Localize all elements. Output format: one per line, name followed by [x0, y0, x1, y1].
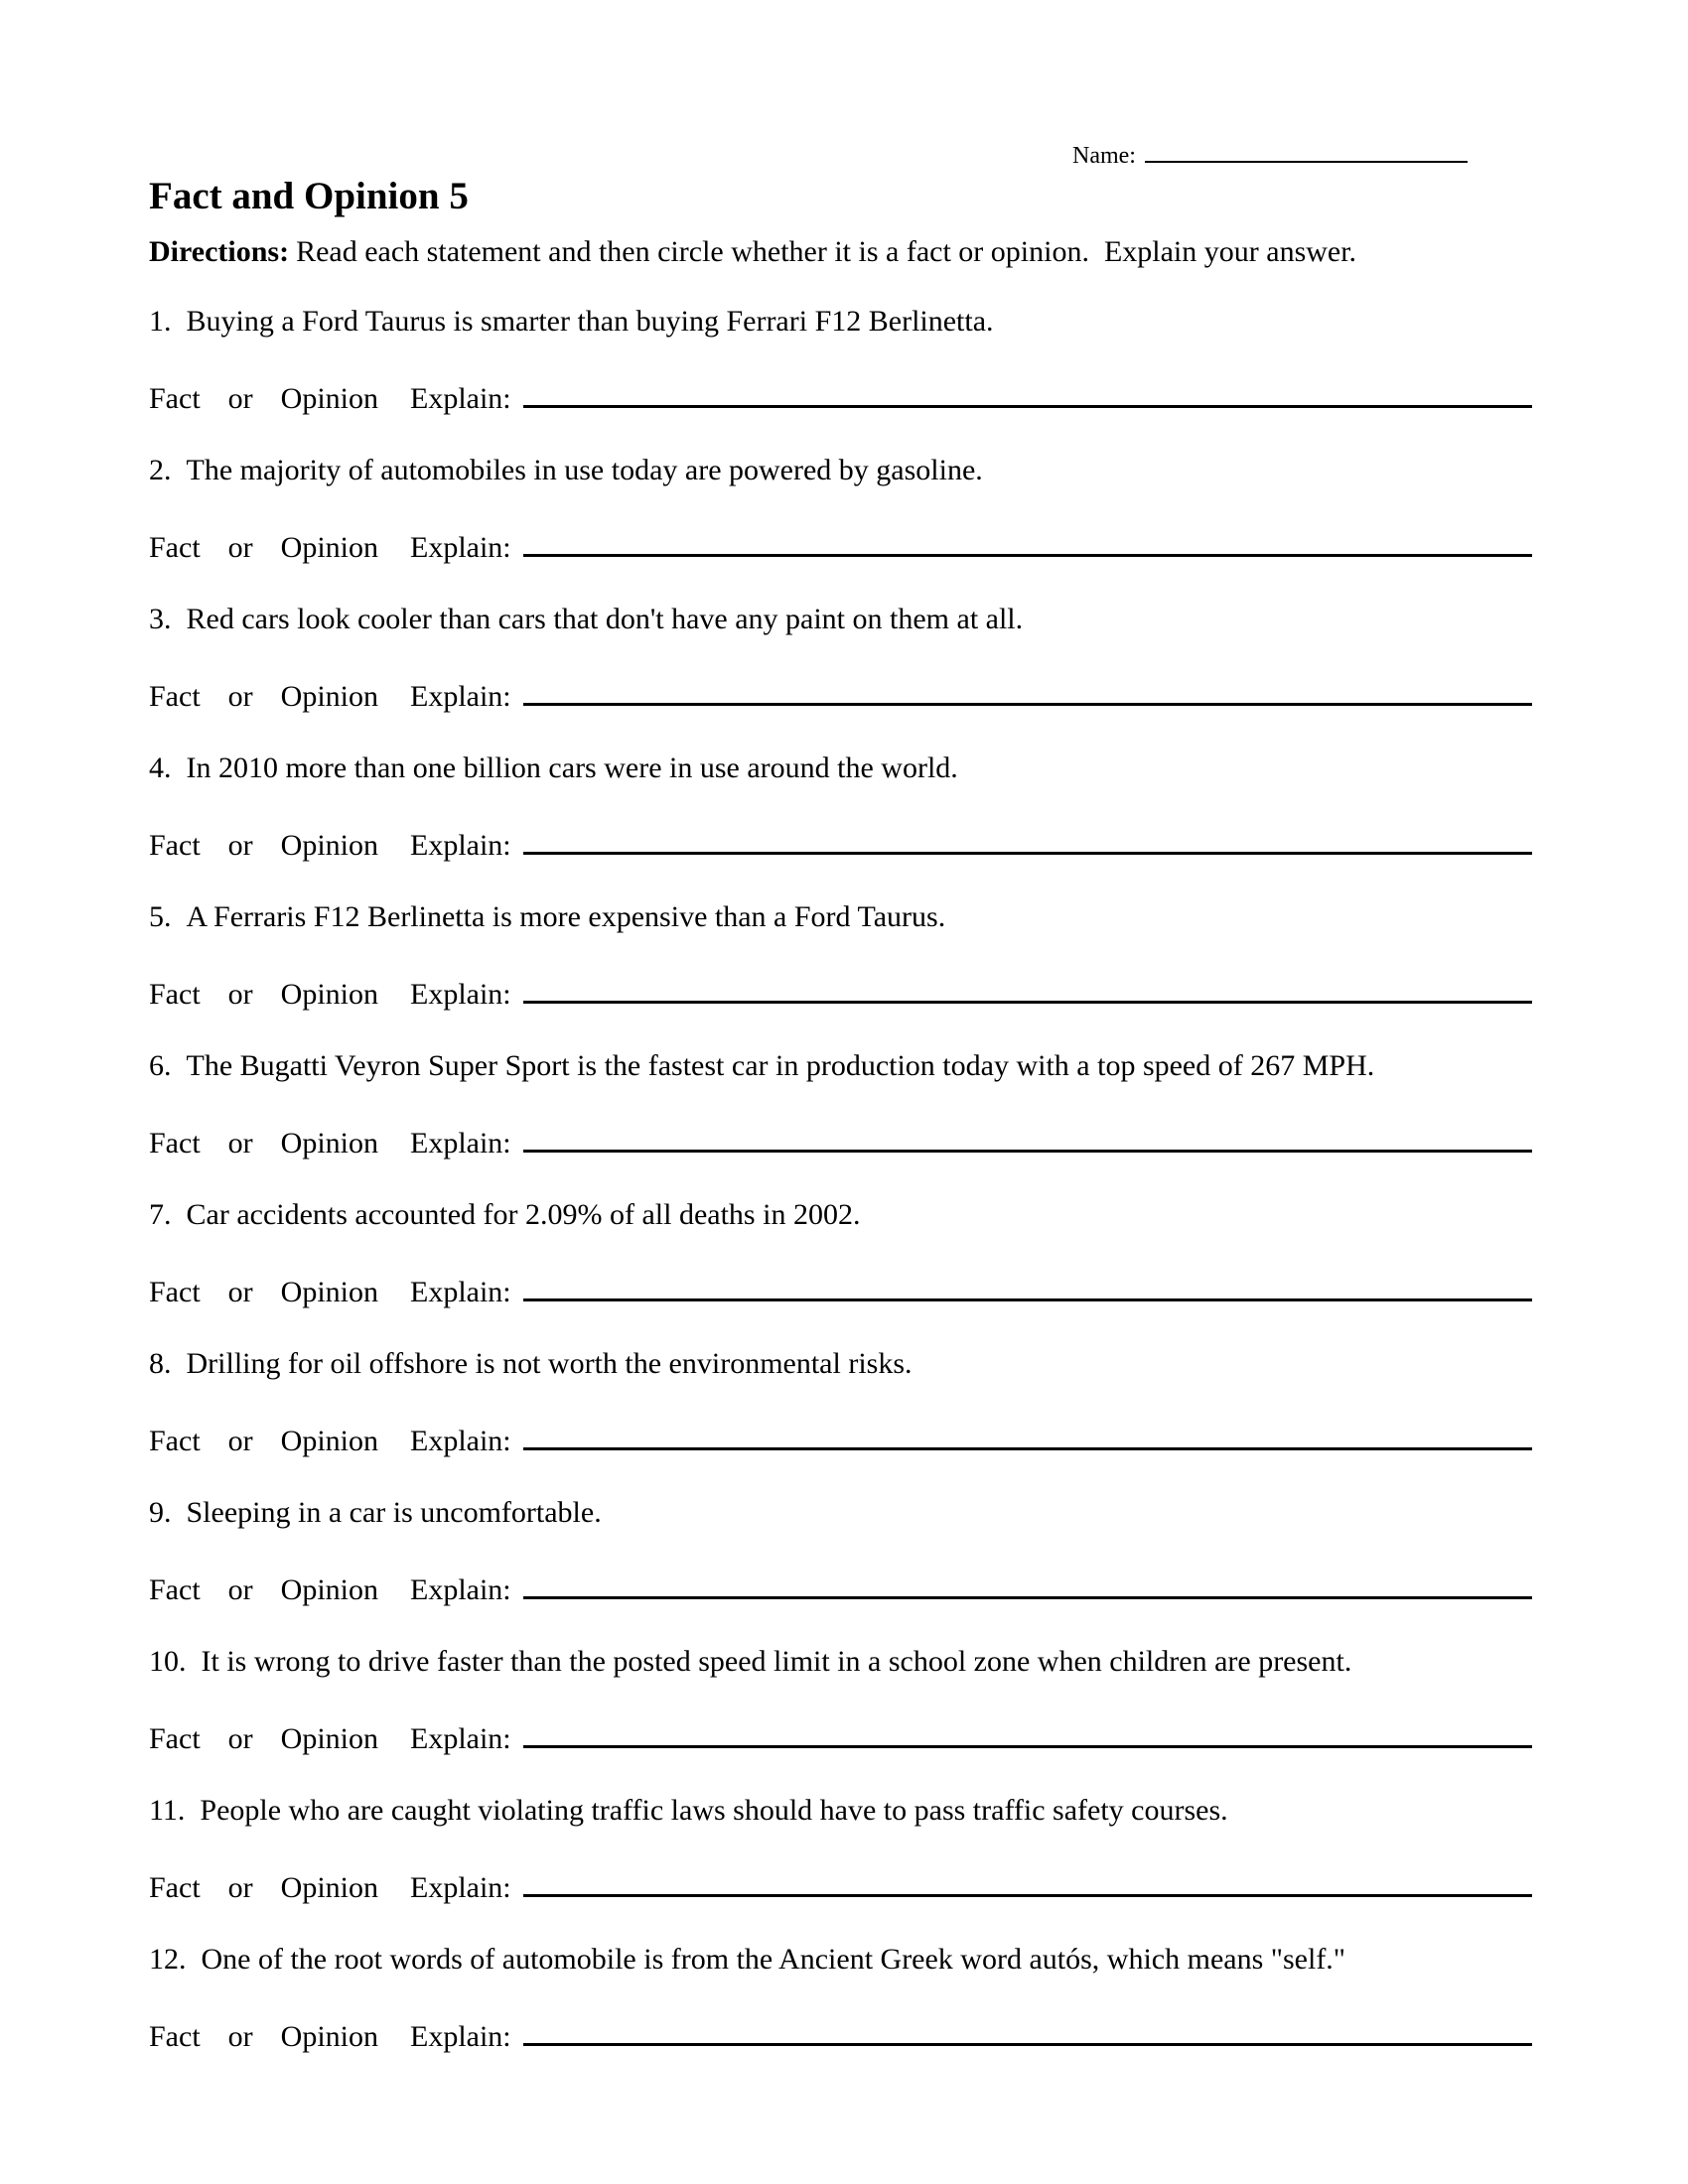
question-number: 7.	[149, 1198, 172, 1231]
answer-row	[149, 1423, 1532, 1460]
question-statement	[149, 601, 1532, 638]
or-label: or	[227, 1573, 253, 1606]
explain-label: Explain:	[410, 978, 511, 1011]
explain-blank-line	[523, 2038, 1532, 2046]
explain-label: Explain:	[410, 1276, 511, 1308]
question-number: 6.	[149, 1049, 172, 1082]
fact-label: Fact	[149, 680, 201, 713]
fact-label: Fact	[149, 1276, 201, 1308]
question-number: 10.	[149, 1645, 187, 1678]
opinion-label: Opinion	[280, 1871, 378, 1904]
fact-label: Fact	[149, 382, 201, 415]
or-label: or	[227, 531, 253, 564]
opinion-label: Opinion	[280, 1425, 378, 1457]
explain-blank-line	[523, 1145, 1532, 1153]
or-label: or	[227, 2020, 253, 2053]
explain-blank-line	[523, 1889, 1532, 1897]
opinion-label: Opinion	[280, 978, 378, 1011]
question-statement	[149, 1345, 1532, 1383]
question-statement	[149, 750, 1532, 787]
question-text: The majority of automobiles in use today are powered by gasoline.	[186, 454, 983, 486]
or-label: or	[227, 1127, 253, 1160]
opinion-label: Opinion	[280, 531, 378, 564]
fact-label: Fact	[149, 1127, 201, 1160]
answer-row	[149, 2018, 1532, 2056]
explain-label: Explain:	[410, 382, 511, 415]
directions-text: Read each statement and then circle whether it is a fact or opinion. Explain your answer.	[296, 235, 1357, 268]
question-item	[149, 1941, 1532, 2056]
question-number: 9.	[149, 1496, 172, 1529]
question-statement	[149, 1494, 1532, 1532]
explain-blank-line	[523, 1294, 1532, 1301]
question-statement	[149, 898, 1532, 936]
question-number: 2.	[149, 454, 172, 486]
explain-label: Explain:	[410, 1425, 511, 1457]
or-label: or	[227, 1276, 253, 1308]
answer-row	[149, 1125, 1532, 1162]
question-item	[149, 1494, 1532, 1609]
explain-label: Explain:	[410, 1722, 511, 1755]
question-number: 11.	[149, 1794, 186, 1827]
opinion-label: Opinion	[280, 1127, 378, 1160]
or-label: or	[227, 680, 253, 713]
fact-label: Fact	[149, 1425, 201, 1457]
answer-row	[149, 529, 1532, 567]
question-item	[149, 452, 1532, 567]
fact-label: Fact	[149, 1722, 201, 1755]
explain-blank-line	[523, 549, 1532, 557]
directions-label: Directions:	[149, 235, 290, 268]
question-number: 8.	[149, 1347, 172, 1380]
question-text: Drilling for oil offshore is not worth the environmental risks.	[186, 1347, 913, 1380]
opinion-label: Opinion	[280, 1722, 378, 1755]
question-number: 3.	[149, 603, 172, 635]
question-text: Car accidents accounted for 2.09% of all deaths in 2002.	[186, 1198, 861, 1231]
directions	[149, 233, 1532, 271]
answer-row	[149, 678, 1532, 716]
question-item	[149, 898, 1532, 1014]
question-number: 12.	[149, 1943, 187, 1976]
opinion-label: Opinion	[280, 1276, 378, 1308]
answer-row	[149, 976, 1532, 1014]
question-statement	[149, 303, 1532, 341]
question-number: 4.	[149, 751, 172, 784]
opinion-label: Opinion	[280, 680, 378, 713]
answer-row	[149, 1274, 1532, 1311]
or-label: or	[227, 978, 253, 1011]
opinion-label: Opinion	[280, 829, 378, 862]
question-item	[149, 1047, 1532, 1162]
question-number: 1.	[149, 305, 172, 338]
question-text: People who are caught violating traffic laws should have to pass traffic safety courses.	[200, 1794, 1228, 1827]
answer-row	[149, 1571, 1532, 1609]
question-statement	[149, 1941, 1532, 1979]
question-text: One of the root words of automobile is from the Ancient Greek word autós, which means "self."	[201, 1943, 1346, 1976]
explain-blank-line	[523, 1591, 1532, 1599]
question-item	[149, 303, 1532, 418]
page-title: Fact and Opinion 5	[149, 175, 469, 217]
explain-label: Explain:	[410, 531, 511, 564]
question-number: 5.	[149, 900, 172, 933]
or-label: or	[227, 1871, 253, 1904]
fact-label: Fact	[149, 978, 201, 1011]
question-text: In 2010 more than one billion cars were in use around the world.	[186, 751, 958, 784]
name-row	[1072, 141, 1468, 171]
question-statement	[149, 1792, 1532, 1830]
answer-row	[149, 380, 1532, 418]
question-item	[149, 1345, 1532, 1460]
explain-blank-line	[523, 847, 1532, 855]
question-text: Buying a Ford Taurus is smarter than buying Ferrari F12 Berlinetta.	[186, 305, 994, 338]
or-label: or	[227, 1425, 253, 1457]
opinion-label: Opinion	[280, 2020, 378, 2053]
question-statement	[149, 1047, 1532, 1085]
question-item	[149, 601, 1532, 716]
fact-label: Fact	[149, 531, 201, 564]
explain-label: Explain:	[410, 1127, 511, 1160]
question-text: The Bugatti Veyron Super Sport is the fastest car in production today with a top speed of 267 MPH.	[186, 1049, 1375, 1082]
question-item	[149, 750, 1532, 865]
explain-blank-line	[523, 996, 1532, 1004]
question-text: A Ferraris F12 Berlinetta is more expensive than a Ford Taurus.	[186, 900, 946, 933]
opinion-label: Opinion	[280, 382, 378, 415]
or-label: or	[227, 382, 253, 415]
fact-label: Fact	[149, 1871, 201, 1904]
explain-label: Explain:	[410, 829, 511, 862]
question-item	[149, 1196, 1532, 1311]
question-statement	[149, 1196, 1532, 1234]
explain-label: Explain:	[410, 680, 511, 713]
question-text: It is wrong to drive faster than the posted speed limit in a school zone when children are present.	[201, 1645, 1352, 1678]
explain-blank-line	[523, 1740, 1532, 1748]
explain-label: Explain:	[410, 1871, 511, 1904]
question-text: Red cars look cooler than cars that don't have any paint on them at all.	[186, 603, 1024, 635]
or-label: or	[227, 829, 253, 862]
fact-label: Fact	[149, 1573, 201, 1606]
question-text: Sleeping in a car is uncomfortable.	[186, 1496, 602, 1529]
answer-row	[149, 1720, 1532, 1758]
explain-blank-line	[523, 400, 1532, 408]
answer-row	[149, 1869, 1532, 1907]
question-item	[149, 1792, 1532, 1907]
explain-blank-line	[523, 1442, 1532, 1450]
answer-row	[149, 827, 1532, 865]
question-statement	[149, 1643, 1532, 1681]
opinion-label: Opinion	[280, 1573, 378, 1606]
or-label: or	[227, 1722, 253, 1755]
fact-label: Fact	[149, 2020, 201, 2053]
question-statement	[149, 452, 1532, 489]
name-label: Name:	[1072, 143, 1136, 169]
fact-label: Fact	[149, 829, 201, 862]
question-item	[149, 1643, 1532, 1758]
name-blank-line	[1145, 157, 1468, 163]
explain-label: Explain:	[410, 1573, 511, 1606]
explain-blank-line	[523, 698, 1532, 706]
explain-label: Explain:	[410, 2020, 511, 2053]
